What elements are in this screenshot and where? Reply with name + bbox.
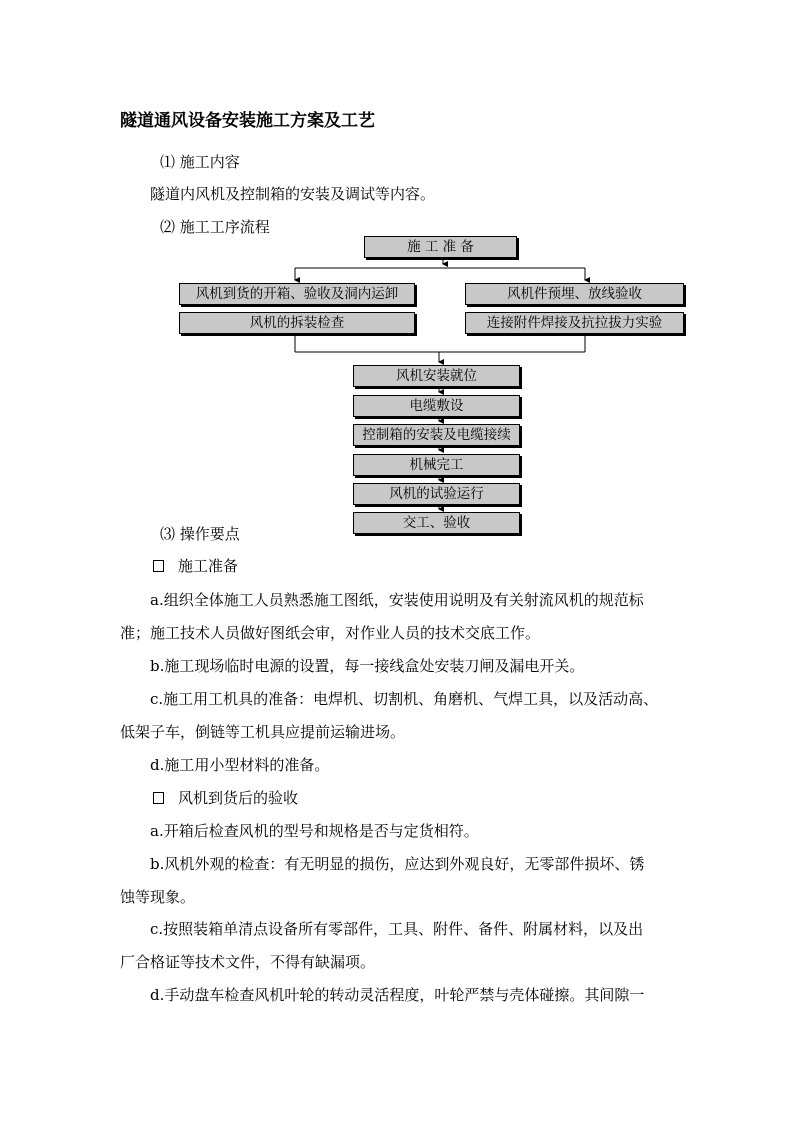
acceptance-item-c-line2: 厂合格证等技术文件，不得有缺漏项。 bbox=[120, 953, 376, 971]
acceptance-item-d-line1: d.手动盘车检查风机叶轮的转动灵活程度，叶轮严禁与壳体碰擦。其间隙一 bbox=[150, 986, 645, 1004]
prep-item-a-line1: a.组织全体施工人员熟悉施工图纸，安装使用说明及有关射流风机的规范标 bbox=[150, 591, 644, 609]
flow-box-left-2: 风机的拆装检查 bbox=[179, 312, 415, 334]
acceptance-item-b-line2: 蚀等现象。 bbox=[120, 888, 196, 906]
flow-step-2: 电缆敷设 bbox=[353, 395, 520, 417]
prep-item-b: b.施工现场临时电源的设置，每一接线盒处安装刀闸及漏电开关。 bbox=[150, 657, 585, 675]
bullet-square-icon bbox=[153, 792, 164, 804]
page-title: 隧道通风设备安装施工方案及工艺 bbox=[120, 111, 375, 131]
bullet-square-icon bbox=[153, 560, 164, 572]
acceptance-heading bbox=[153, 787, 298, 808]
prep-heading bbox=[153, 555, 238, 576]
section-3-heading: ⑶ 操作要点 bbox=[160, 525, 240, 543]
flow-box-right-2: 连接附件焊接及抗拉拔力实验 bbox=[465, 312, 684, 334]
flow-step-1: 风机安装就位 bbox=[353, 365, 520, 387]
flow-connectors bbox=[0, 0, 794, 560]
acceptance-item-c-line1: c.按照装箱单清点设备所有零部件，工具、附件、备件、附属材料，以及出 bbox=[150, 920, 644, 938]
flow-step-4: 机械完工 bbox=[353, 454, 520, 476]
section-1-body: 隧道内风机及控制箱的安装及调试等内容。 bbox=[150, 185, 436, 203]
flow-step-5: 风机的试验运行 bbox=[353, 483, 520, 505]
acceptance-item-b-line1: b.风机外观的检查：有无明显的损伤，应达到外观良好，无零部件损坏、锈 bbox=[150, 855, 645, 873]
flow-box-left-1: 风机到货的开箱、验收及洞内运卸 bbox=[179, 283, 415, 305]
flow-step-6: 交工、验收 bbox=[353, 512, 520, 534]
flow-box-right-1: 风机件预埋、放线验收 bbox=[465, 283, 684, 305]
section-1-heading: ⑴ 施工内容 bbox=[160, 153, 240, 171]
prep-item-a-line2: 准；施工技术人员做好图纸会审，对作业人员的技术交底工作。 bbox=[120, 624, 541, 642]
section-2-heading: ⑵ 施工工序流程 bbox=[160, 218, 270, 236]
prep-item-c-line2: 低架子车，倒链等工机具应提前运输进场。 bbox=[120, 723, 406, 741]
prep-item-d: d.施工用小型材料的准备。 bbox=[150, 756, 330, 774]
acceptance-item-a: a.开箱后检查风机的型号和规格是否与定货相符。 bbox=[150, 822, 479, 840]
acceptance-heading-text: 风机到货后的验收 bbox=[178, 789, 299, 807]
flow-step-3: 控制箱的安装及电缆接续 bbox=[353, 424, 520, 446]
prep-heading-text: 施工准备 bbox=[178, 557, 239, 575]
prep-item-c-line1: c.施工用工机具的准备：电焊机、切割机、角磨机、气焊工具，以及活动高、 bbox=[150, 690, 659, 708]
flow-box-start: 施 工 准 备 bbox=[364, 236, 517, 258]
